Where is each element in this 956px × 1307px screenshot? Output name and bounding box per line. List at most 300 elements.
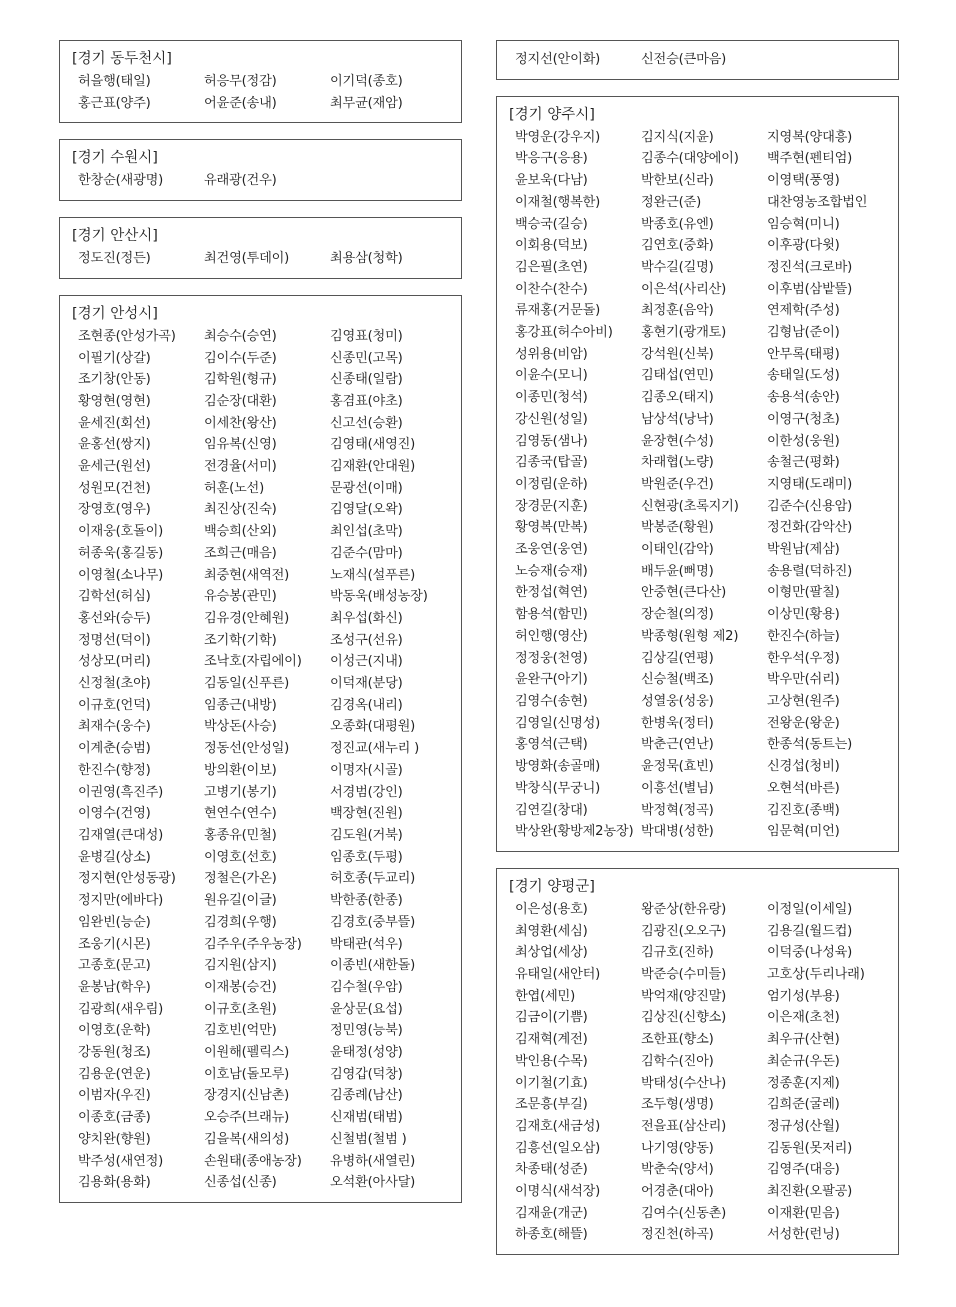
- member-name: 박원준(우건): [641, 476, 714, 492]
- member-name: 김학수(진아): [641, 1053, 714, 1069]
- member-name: 이재환(믿음): [767, 1205, 840, 1221]
- member-name: 김영표(청미): [330, 328, 403, 344]
- member-name: 이은석(사리산): [641, 281, 727, 297]
- member-name: 고병기(봉기): [204, 784, 277, 800]
- member-name: 오승주(브래뉴): [204, 1110, 290, 1126]
- member-name: 이덕중(나성육): [767, 945, 853, 961]
- region-section: [496, 868, 899, 1255]
- member-name: 나기영(양동): [641, 1140, 714, 1156]
- member-name: 이상민(황용): [767, 607, 840, 623]
- member-name: 이원해(펠릭스): [204, 1045, 290, 1061]
- member-name: 이세찬(왕산): [204, 415, 277, 431]
- member-name: 김희준(굴레): [767, 1097, 840, 1113]
- member-name: 오석환(아사달): [330, 1175, 416, 1191]
- member-name: 조성구(선유): [330, 632, 403, 648]
- member-name: 남상석(낭낙): [641, 411, 714, 427]
- member-name: 김학선(허심): [78, 589, 151, 605]
- member-name: 김종국(탑골): [515, 455, 588, 471]
- member-name: 박정혁(정곡): [641, 802, 714, 818]
- member-name: 지영복(양대흥): [767, 129, 853, 145]
- member-name: 김영갑(덕창): [330, 1066, 403, 1082]
- member-name: 홍종유(민철): [204, 827, 277, 843]
- member-name: 신철범(철범 ): [330, 1131, 407, 1147]
- member-name: 하종호(해뜰): [515, 1227, 588, 1243]
- member-name: 김수철(우암): [330, 979, 403, 995]
- member-name: 김종오(태지): [641, 390, 714, 406]
- member-name: 김연호(중화): [641, 238, 714, 254]
- member-name: 임승혁(미니): [767, 216, 840, 232]
- member-name: 박종호(유엔): [641, 216, 714, 232]
- member-name: 김상진(신향소): [641, 1010, 727, 1026]
- name-list: [72, 326, 449, 1194]
- member-name: 박대병(성한): [641, 824, 714, 840]
- member-name: 윤장현(수성): [641, 433, 714, 449]
- member-name: 이영수(건영): [78, 806, 151, 822]
- member-name: 함용석(함민): [515, 607, 588, 623]
- member-name: 최승수(승연): [204, 328, 277, 344]
- member-name: 이필기(상갈): [78, 350, 151, 366]
- region-section: [59, 295, 462, 1203]
- member-name: 이영호(선호): [204, 849, 277, 865]
- section-title: [경기 양평군]: [509, 878, 595, 895]
- member-name: 임종근(내방): [204, 697, 277, 713]
- member-name: 김순장(대환): [204, 393, 277, 409]
- member-name: 백장현(진원): [330, 806, 403, 822]
- member-name: 강신원(성일): [515, 411, 588, 427]
- member-name: 최용삼(청학): [330, 251, 403, 267]
- member-name: 정종훈(지제): [767, 1075, 840, 1091]
- member-name: 김준수(신용암): [767, 498, 853, 514]
- member-name: 이영구(청초): [767, 411, 840, 427]
- member-name: 송태일(도성): [767, 368, 840, 384]
- member-name: 고상현(원주): [767, 693, 840, 709]
- member-name: 박상돈(사승): [204, 719, 277, 735]
- member-name: 송용렬(덕하진): [767, 563, 853, 579]
- member-name: 김을복(새의성): [204, 1131, 290, 1147]
- member-name: 김영주(대응): [767, 1162, 840, 1178]
- member-name: 박영운(강우지): [515, 129, 601, 145]
- member-name: 지영태(도래미): [767, 476, 853, 492]
- member-name: 김여수(신동촌): [641, 1205, 727, 1221]
- member-name: 최정훈(음악): [641, 303, 714, 319]
- member-name: 윤상문(요섭): [330, 1001, 403, 1017]
- member-name: 원유길(이글): [204, 893, 277, 909]
- member-name: 박원남(제삼): [767, 542, 840, 558]
- member-name: 정지만(에바다): [78, 893, 164, 909]
- member-name: 홍현기(광개토): [641, 325, 727, 341]
- region-section: [496, 96, 899, 852]
- member-name: 신전승(큰마음): [641, 52, 727, 67]
- member-name: 윤태정(성양): [330, 1045, 403, 1061]
- member-name: 한종석(동트는): [767, 737, 853, 753]
- member-name: 연제학(주성): [767, 303, 840, 319]
- member-name: 허훈(노선): [204, 480, 265, 496]
- member-name: 최진상(진숙): [204, 502, 277, 518]
- member-name: 홍근표(양주): [78, 95, 151, 111]
- member-name: 이한성(웅원): [767, 433, 840, 449]
- member-name: 김동일(신푸른): [204, 676, 290, 692]
- member-name: 박우만(쉬리): [767, 672, 840, 688]
- member-name: 고호상(두리나래): [767, 967, 865, 983]
- member-name: 이재봉(승건): [204, 979, 277, 995]
- member-name: 윤병길(상소): [78, 849, 151, 865]
- member-name: 백승희(산외): [204, 524, 277, 540]
- member-name: 김광희(새우림): [78, 1001, 164, 1017]
- member-name: 최순규(우돈): [767, 1053, 840, 1069]
- section-title: [경기 안성시]: [72, 305, 158, 322]
- member-name: 박인용(수목): [515, 1053, 588, 1069]
- member-name: 장순철(의정): [641, 607, 714, 623]
- member-name: 유태일(새안터): [515, 967, 601, 983]
- member-name: 이후범(삼밭뜰): [767, 281, 853, 297]
- member-name: 최건영(투데이): [204, 251, 290, 267]
- member-name: 김태섭(연민): [641, 368, 714, 384]
- member-name: 허을행(태일): [78, 74, 151, 89]
- member-name: 신정철(초야): [78, 676, 151, 692]
- member-name: 이재철(행복한): [515, 194, 601, 210]
- member-name: 정민영(능북): [330, 1023, 403, 1039]
- member-name: 노재식(설푸른): [330, 567, 416, 583]
- member-name: 정규성(산월): [767, 1118, 840, 1134]
- left-column: [59, 40, 462, 1219]
- member-name: 김금이(기쁨): [515, 1010, 588, 1026]
- member-name: 신재범(태범): [330, 1110, 403, 1126]
- member-name: 송철근(평화): [767, 455, 840, 471]
- member-name: 조희근(매음): [204, 545, 277, 561]
- member-name: 이계춘(승범): [78, 741, 151, 757]
- member-name: 전을표(삼산리): [641, 1118, 727, 1134]
- member-name: 어윤준(송내): [204, 95, 277, 111]
- member-name: 김재혁(계전): [515, 1032, 588, 1048]
- member-name: 정정웅(천영): [515, 650, 588, 666]
- member-name: 김영일(신명성): [515, 715, 601, 731]
- member-name: 김영태(새영진): [330, 437, 416, 453]
- region-section: [496, 40, 899, 80]
- member-name: 박한종(한종): [330, 893, 403, 909]
- member-name: 김상길(연평): [641, 650, 714, 666]
- member-name: 임문혁(미언): [767, 824, 840, 840]
- member-name: 김형남(준이): [767, 325, 840, 341]
- member-name: 박춘숙(양서): [641, 1162, 714, 1178]
- member-name: 박준승(수미들): [641, 967, 727, 983]
- member-name: 박억재(양진말): [641, 988, 727, 1004]
- member-name: 정지현(안성동광): [78, 871, 176, 887]
- member-name: 이규호(초원): [204, 1001, 277, 1017]
- member-name: 이명자(시골): [330, 762, 403, 778]
- member-name: 최무균(재암): [330, 95, 403, 111]
- member-name: 최진환(오팔공): [767, 1184, 853, 1200]
- member-name: 이명식(새석장): [515, 1184, 601, 1200]
- member-name: 윤세진(회선): [78, 415, 151, 431]
- member-name: 유승봉(관민): [204, 589, 277, 605]
- member-name: 차래협(노량): [641, 455, 714, 471]
- member-name: 최중현(새역전): [204, 567, 290, 583]
- member-name: 홍선와(승두): [78, 610, 151, 626]
- member-name: 어경춘(대아): [641, 1184, 714, 1200]
- member-name: 김종례(남산): [330, 1088, 403, 1104]
- member-name: 김준수(맘마): [330, 545, 403, 561]
- member-name: 이후광(다윗): [767, 238, 840, 254]
- member-name: 박봉준(황원): [641, 520, 714, 536]
- member-name: 윤봉남(학우): [78, 979, 151, 995]
- member-name: 김재환(안대원): [330, 459, 416, 475]
- member-name: 이회용(덕보): [515, 238, 588, 254]
- member-name: 조문흥(부길): [515, 1097, 588, 1113]
- member-name: 박태성(수산나): [641, 1075, 727, 1091]
- member-name: 강석원(신북): [641, 346, 714, 362]
- member-name: 임종호(두평): [330, 849, 403, 865]
- section-title: [경기 안산시]: [72, 228, 158, 245]
- member-name: 김주우(주우농장): [204, 936, 302, 952]
- member-name: 장영호(영우): [78, 502, 151, 518]
- member-name: 임완빈(능순): [78, 914, 151, 930]
- member-name: 이은성(용호): [515, 901, 588, 917]
- name-list: [509, 127, 886, 843]
- member-name: 이형만(팔칠): [767, 585, 840, 601]
- member-name: 손원태(종애농장): [204, 1153, 302, 1169]
- member-name: 이태인(감악): [641, 542, 714, 558]
- member-name: 조현종(안성가곡): [78, 328, 176, 344]
- member-name: 최우규(산현): [767, 1032, 840, 1048]
- member-name: 이찬수(찬수): [515, 281, 588, 297]
- member-name: 박주성(새연정): [78, 1153, 164, 1169]
- region-section: [59, 217, 462, 279]
- member-name: 윤홍선(쌍지): [78, 437, 151, 453]
- member-name: 이성근(지내): [330, 654, 403, 670]
- member-name: 허종욱(홍길동): [78, 545, 164, 561]
- member-name: 이흥선(별님): [641, 780, 714, 796]
- member-name: 허응무(정감): [204, 74, 277, 89]
- member-name: 정진교(새누리 ): [330, 741, 420, 757]
- member-name: 조두형(생명): [641, 1097, 714, 1113]
- member-name: 백승국(길승): [515, 216, 588, 232]
- member-name: 정진천(하곡): [641, 1227, 714, 1243]
- member-name: 백주현(펜티엄): [767, 151, 853, 167]
- region-section: [59, 40, 462, 123]
- member-name: 김광진(오오구): [641, 923, 727, 939]
- member-name: 홍영석(근택): [515, 737, 588, 753]
- member-name: 박수길(길명): [641, 259, 714, 275]
- member-name: 김재윤(개군): [515, 1205, 588, 1221]
- member-name: 김동원(못저리): [767, 1140, 853, 1156]
- section-title: [경기 양주시]: [509, 106, 595, 123]
- member-name: 김용화(용화): [78, 1175, 151, 1191]
- name-list: [72, 71, 449, 114]
- member-name: 성원모(건천): [78, 480, 151, 496]
- member-name: 이영철(소나무): [78, 567, 164, 583]
- member-name: 김지원(삼지): [204, 958, 277, 974]
- member-name: 김경희(우행): [204, 914, 277, 930]
- member-name: 이재웅(호돌이): [78, 524, 164, 540]
- member-name: 장경지(신남촌): [204, 1088, 290, 1104]
- member-name: 한진수(하늘): [767, 628, 840, 644]
- member-name: 차종태(성준): [515, 1162, 588, 1178]
- name-list: [509, 899, 886, 1246]
- section-title: [경기 동두천시]: [72, 51, 172, 67]
- member-name: 박창식(무궁니): [515, 780, 601, 796]
- member-name: 김유경(안혜원): [204, 610, 290, 626]
- member-name: 신고선(승환): [330, 415, 403, 431]
- member-name: 김영달(오왁): [330, 502, 403, 518]
- name-list: [509, 49, 886, 71]
- member-name: 윤보욱(다남): [515, 173, 588, 189]
- member-name: 신종섭(신종): [204, 1175, 277, 1191]
- member-name: 신현광(초록지기): [641, 498, 739, 514]
- member-name: 윤정묵(효빈): [641, 759, 714, 775]
- member-name: 김용길(월드컵): [767, 923, 853, 939]
- member-name: 최영환(세심): [515, 923, 588, 939]
- member-name: 성상모(머리): [78, 654, 151, 670]
- member-name: 김영동(샘나): [515, 433, 588, 449]
- member-name: 한정섭(혁연): [515, 585, 588, 601]
- member-name: 이윤수(모니): [515, 368, 588, 384]
- member-name: 박응구(응용): [515, 151, 588, 167]
- member-name: 대찬영농조합법인: [767, 194, 868, 210]
- right-column: [496, 40, 899, 1271]
- member-name: 최재수(웅수): [78, 719, 151, 735]
- member-name: 신종태(일람): [330, 372, 403, 388]
- member-name: 오종화(대평원): [330, 719, 416, 735]
- member-name: 한창순(새광명): [78, 173, 164, 189]
- member-name: 서경범(강인): [330, 784, 403, 800]
- member-name: 엄기성(부용): [767, 988, 840, 1004]
- member-name: 김규호(진하): [641, 945, 714, 961]
- member-name: 장경문(지훈): [515, 498, 588, 514]
- member-name: 김재호(새금성): [515, 1118, 601, 1134]
- member-name: 이호남(돌모루): [204, 1066, 290, 1082]
- member-name: 윤세근(원선): [78, 459, 151, 475]
- member-name: 이종호(금종): [78, 1110, 151, 1126]
- member-name: 성열웅(성웅): [641, 693, 714, 709]
- member-name: 신승철(백조): [641, 672, 714, 688]
- member-name: 정명선(덕이): [78, 632, 151, 648]
- member-name: 박상완(황방제2농장): [515, 824, 634, 840]
- member-name: 김흥선(일오삼): [515, 1140, 601, 1156]
- member-name: 송용석(송안): [767, 390, 840, 406]
- member-name: 이은재(초천): [767, 1010, 840, 1026]
- member-name: 조낙호(자립에이): [204, 654, 302, 670]
- member-name: 임유복(신영): [204, 437, 277, 453]
- member-name: 허호종(두교리): [330, 871, 416, 887]
- member-name: 김이수(두준): [204, 350, 277, 366]
- member-name: 신경섭(청비): [767, 759, 840, 775]
- member-name: 김학원(형규): [204, 372, 277, 388]
- member-name: 최인섭(초막): [330, 524, 403, 540]
- member-name: 김은필(초연): [515, 259, 588, 275]
- member-name: 박태관(석우): [330, 936, 403, 952]
- member-name: 이규호(언덕): [78, 697, 151, 713]
- member-name: 이종민(청석): [515, 390, 588, 406]
- member-name: 성위용(비암): [515, 346, 588, 362]
- member-name: 서성한(런닝): [767, 1227, 840, 1243]
- member-name: 방영화(송골매): [515, 759, 601, 775]
- member-name: 조웅연(웅연): [515, 542, 588, 558]
- member-name: 이권영(흑진주): [78, 784, 164, 800]
- member-name: 박춘근(연난): [641, 737, 714, 753]
- region-section: [59, 139, 462, 201]
- member-name: 유병하(새열린): [330, 1153, 416, 1169]
- member-name: 김종수(대양에이): [641, 151, 739, 167]
- member-name: 조웅기(시몬): [78, 936, 151, 952]
- member-name: 한진수(향정): [78, 762, 151, 778]
- member-name: 허인행(영산): [515, 628, 588, 644]
- member-name: 황영현(영현): [78, 393, 151, 409]
- member-name: 전경율(서미): [204, 459, 277, 475]
- member-name: 전왕운(왕운): [767, 715, 840, 731]
- member-name: 문광선(이매): [330, 480, 403, 496]
- member-name: 김용운(연운): [78, 1066, 151, 1082]
- member-name: 박동욱(배성농장): [330, 589, 428, 605]
- member-name: 안무록(태평): [767, 346, 840, 362]
- member-name: 정진석(크로바): [767, 259, 853, 275]
- member-name: 박한보(신라): [641, 173, 714, 189]
- member-name: 이종빈(새한돌): [330, 958, 416, 974]
- member-name: 홍강표(허수아비): [515, 325, 613, 341]
- member-name: 최상업(세상): [515, 945, 588, 961]
- member-name: 김영수(송현): [515, 693, 588, 709]
- member-name: 조기학(기학): [204, 632, 277, 648]
- member-name: 김지식(지윤): [641, 129, 714, 145]
- member-name: 박종형(원형 제2): [641, 628, 739, 644]
- member-name: 이영택(풍영): [767, 173, 840, 189]
- member-name: 이영호(운학): [78, 1023, 151, 1039]
- member-name: 홍겸표(야초): [330, 393, 403, 409]
- member-name: 강동원(청조): [78, 1045, 151, 1061]
- member-name: 이기철(기효): [515, 1075, 588, 1091]
- member-name: 양치완(향원): [78, 1131, 151, 1147]
- member-name: 정완근(준): [641, 194, 702, 210]
- member-name: 한엽(세민): [515, 988, 576, 1004]
- member-name: 이범자(우진): [78, 1088, 151, 1104]
- member-name: 조기창(안동): [78, 372, 151, 388]
- member-name: 노승재(승재): [515, 563, 588, 579]
- member-name: 최우섭(화신): [330, 610, 403, 626]
- member-name: 현연수(연수): [204, 806, 277, 822]
- member-name: 김연길(창대): [515, 802, 588, 818]
- member-name: 윤완구(아기): [515, 672, 588, 688]
- name-list: [72, 170, 449, 192]
- member-name: 정동선(안성일): [204, 741, 290, 757]
- member-name: 류재홍(거문돌): [515, 303, 601, 319]
- member-name: 김도원(거북): [330, 827, 403, 843]
- member-name: 김호빈(억만): [204, 1023, 277, 1039]
- name-list: [72, 248, 449, 270]
- section-title: [경기 수원시]: [72, 150, 158, 167]
- member-name: 안중현(큰다산): [641, 585, 727, 601]
- member-name: 정도진(정든): [78, 251, 151, 267]
- member-name: 정지선(안이화): [515, 52, 601, 67]
- member-name: 김경호(중부뜰): [330, 914, 416, 930]
- member-name: 이덕재(분당): [330, 676, 403, 692]
- member-name: 이기덕(종호): [330, 74, 403, 89]
- member-name: 배두윤(뻐명): [641, 563, 714, 579]
- member-name: 이정일(이세일): [767, 901, 853, 917]
- member-name: 방의환(이보): [204, 762, 277, 778]
- member-name: 이정림(운하): [515, 476, 588, 492]
- member-name: 유래광(건우): [204, 173, 277, 189]
- member-name: 정건화(감악산): [767, 520, 853, 536]
- member-name: 왕준상(한유랑): [641, 901, 727, 917]
- member-name: 한병욱(정터): [641, 715, 714, 731]
- member-name: 신종민(고목): [330, 350, 403, 366]
- member-name: 고종호(문고): [78, 958, 151, 974]
- member-name: 김진호(종백): [767, 802, 840, 818]
- member-name: 김경옥(내리): [330, 697, 403, 713]
- member-name: 조한표(향소): [641, 1032, 714, 1048]
- member-name: 정철은(가온): [204, 871, 277, 887]
- member-name: 황영복(만복): [515, 520, 588, 536]
- member-name: 오현석(바른): [767, 780, 840, 796]
